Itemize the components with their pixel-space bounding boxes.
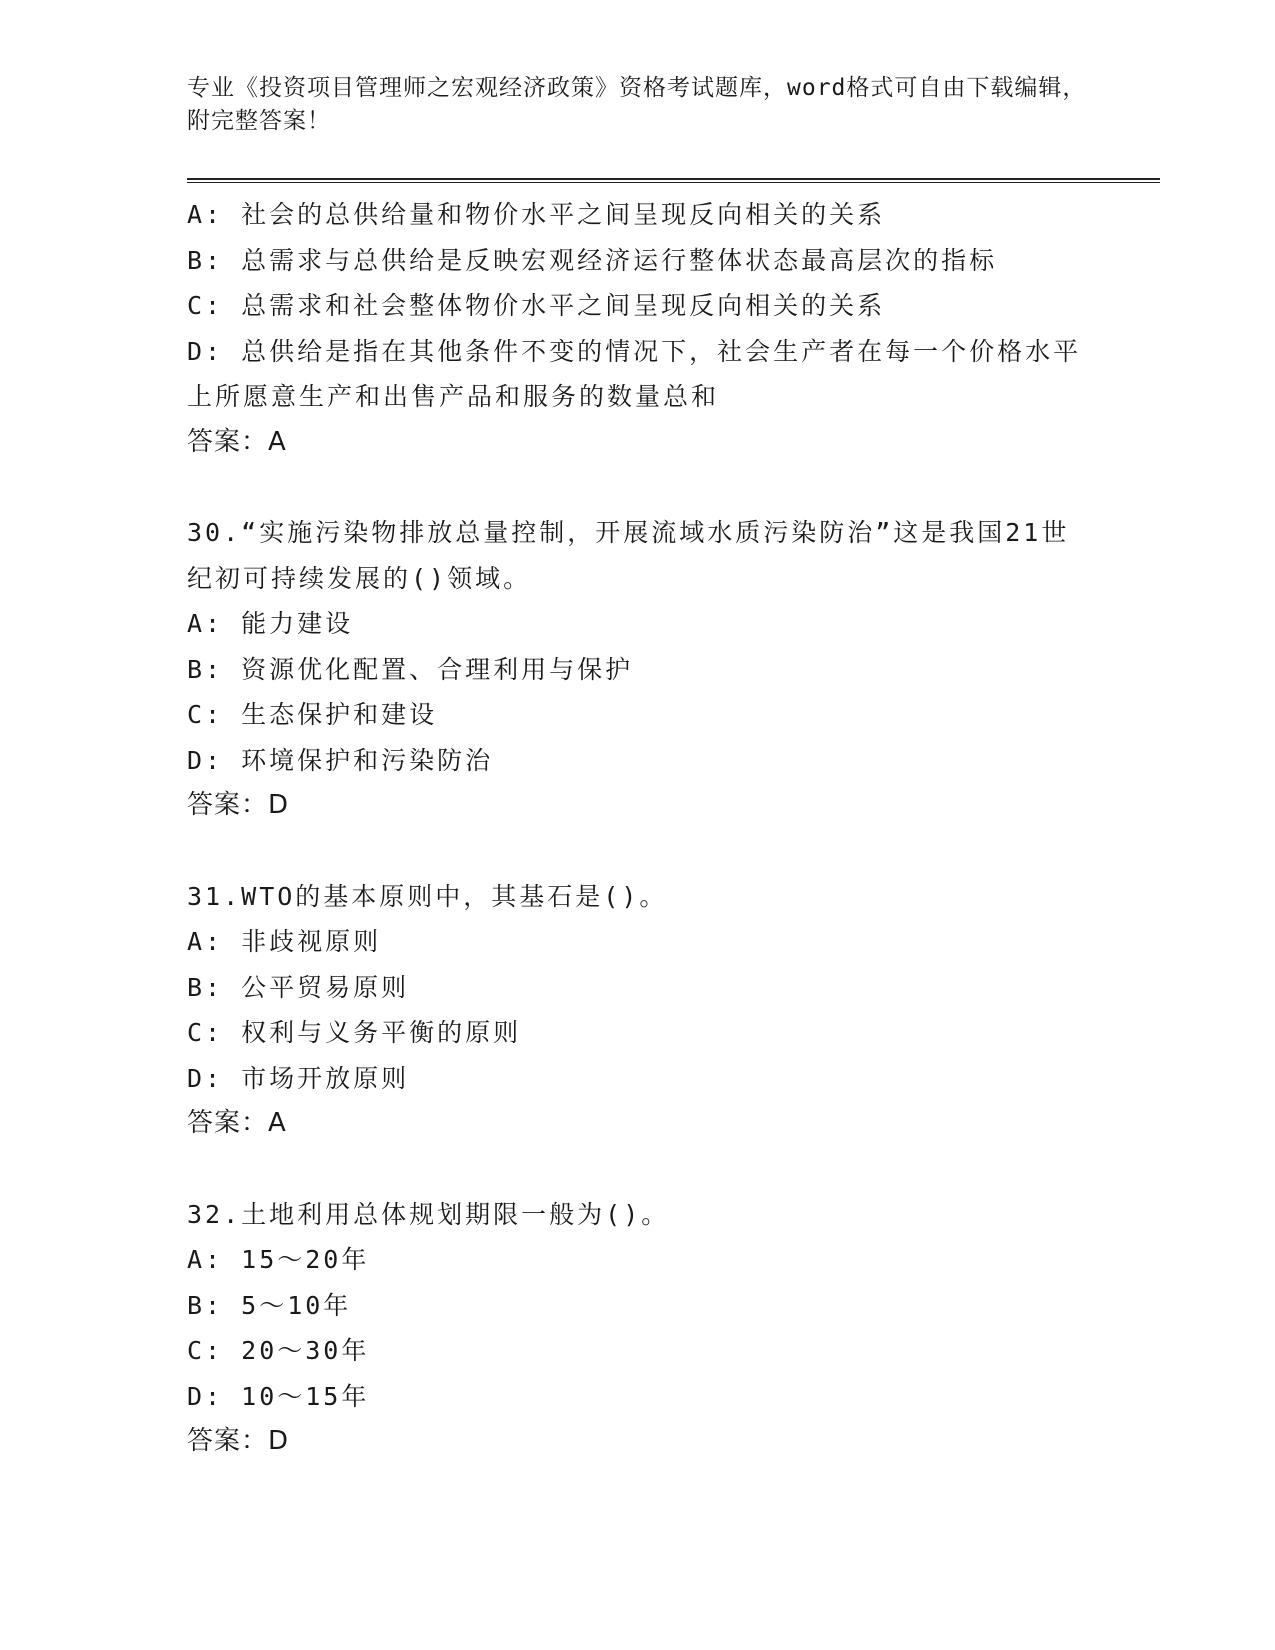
option-d: D: 市场开放原则 xyxy=(187,1063,410,1093)
question-31 xyxy=(187,874,1187,1147)
option-a: A: 能力建设 xyxy=(187,609,354,638)
option-a: A: 社会的总供给量和物价水平之间呈现反向相关的关系 xyxy=(187,200,886,229)
option-b: B: 总需求与总供给是反映宏观经济运行整体状态最高层次的指标 xyxy=(187,245,998,275)
question-29-continued xyxy=(187,192,1187,465)
question-stem: 32.土地利用总体规划期限一般为()。 xyxy=(187,1199,670,1229)
document-page xyxy=(187,72,1187,1456)
option-b: B: 5～10年 xyxy=(187,1290,352,1320)
option-c: C: 生态保护和建设 xyxy=(187,700,438,729)
option-a: A: 15～20年 xyxy=(187,1245,370,1274)
question-stem: 30.“实施污染物排放总量控制，开展流域水质污染防治”这是我国21世纪初可持续发展的()领域。 xyxy=(187,518,1070,593)
answer: 答案：D xyxy=(187,790,290,820)
option-a: A: 非歧视原则 xyxy=(187,927,382,956)
answer: 答案：D xyxy=(187,1426,290,1456)
answer: 答案：A xyxy=(187,1108,287,1138)
document-header: 专业《投资项目管理师之宏观经济政策》资格考试题库，word格式可自由下载编辑，附完整答案！ xyxy=(187,75,1087,134)
option-c: C: 权利与义务平衡的原则 xyxy=(187,1018,522,1047)
option-d: D: 10～15年 xyxy=(187,1381,370,1411)
question-list xyxy=(187,192,1187,1465)
option-b: B: 公平贸易原则 xyxy=(187,972,410,1002)
option-d: D: 总供给是指在其他条件不变的情况下，社会生产者在每一个价格水平上所愿意生产和出售产品和服务的数量总和 xyxy=(187,336,1082,411)
question-30 xyxy=(187,510,1187,829)
question-stem: 31.WTO的基本原则中，其基石是()。 xyxy=(187,881,668,911)
option-d: D: 环境保护和污染防治 xyxy=(187,745,494,775)
answer: 答案：A xyxy=(187,426,287,457)
option-c: C: 总需求和社会整体物价水平之间呈现反向相关的关系 xyxy=(187,291,886,320)
question-32 xyxy=(187,1192,1187,1465)
option-c: C: 20～30年 xyxy=(187,1336,370,1365)
header-divider xyxy=(187,178,1160,183)
option-b: B: 资源优化配置、合理利用与保护 xyxy=(187,654,634,684)
